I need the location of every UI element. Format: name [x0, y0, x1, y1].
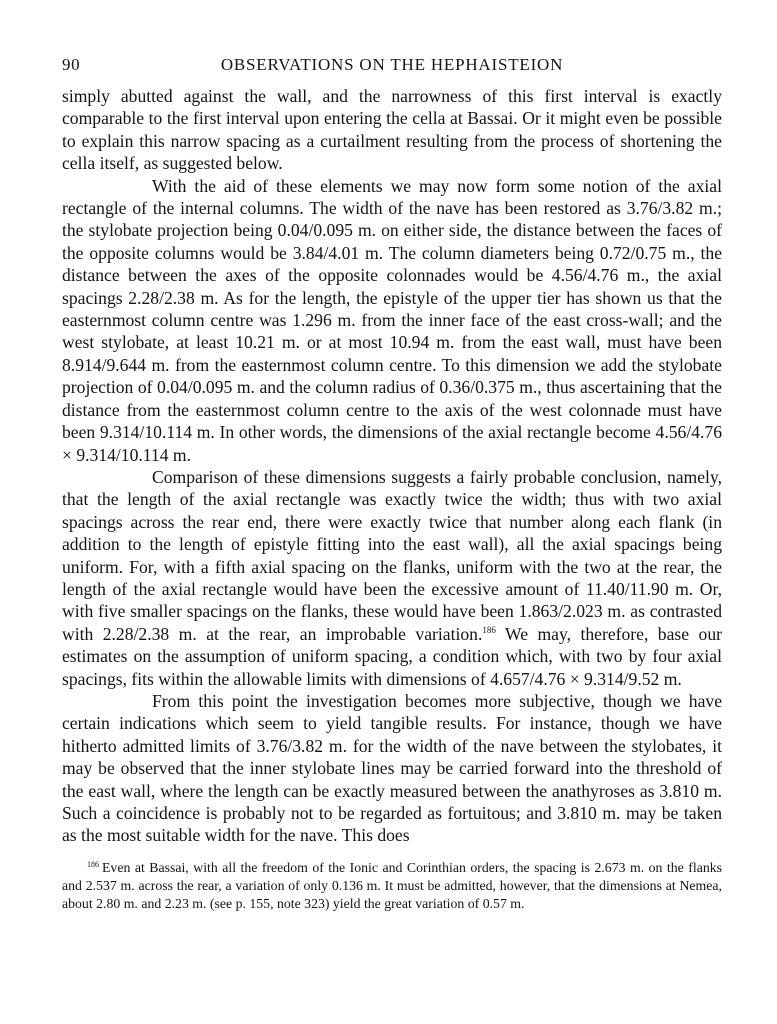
running-head	[62, 55, 722, 85]
paragraph-comparison-text: Comparison of these dimensions suggests a fairly probable conclusion, namely, that the length of the axial rectangle was exactly twice the width; thus with two axial spacings across the rear end, there were exactly twice that number along each flank (in addition to the length of epistyle fitting into the east wall), all the axial spacings being uniform. For, with a fifth axial spacing on the flanks, uniform with the two at the rear, the length of the axial rectangle would have been the excessive amount of 11.40/11.90 m. Or, with five smaller spacings on the flanks, these would have been 1.863/2.023 m. as contrasted with 2.28/2.38 m. at the rear, an improbable variation.	[62, 466, 722, 644]
footnotes	[62, 859, 722, 914]
body-text	[62, 85, 722, 847]
footnote	[62, 859, 722, 914]
footnote-text: Even at Bassai, with all the freedom of the Ionic and Corinthian orders, the spacing is 2.673 m. on the flanks and 2.537 m. across the rear, a variation of only 0.136 m. It must be admitted, however, that the dimensions at Nemea, about 2.80 m. and 2.23 m. (see p. 155, note 323) yield the great variation of 0.57 m.	[62, 859, 722, 912]
footnote-reference[interactable]: 186	[482, 624, 496, 635]
footnote-number: 186	[87, 859, 99, 869]
paragraph-investigation: From this point the investigation becomes more subjective, though we have certain indications which seem to yield tangible results. For instance, though we have hitherto admitted limits of 3.76/3.82 m. for the width of the nave between the stylobates, it may be observed that the inner stylobate lines may be carried forward into the threshold of the east wall, where the length can be exactly measured between the anathyroses as 3.810 m. Such a coincidence is probably not to be regarded as fortuitous; and 3.810 m. may be taken as the most suitable width for the nave. This does	[62, 690, 722, 846]
paragraph-comparison	[62, 466, 722, 690]
running-title: OBSERVATIONS ON THE HEPHAISTEION	[220, 55, 564, 74]
paragraph-continuation: simply abutted against the wall, and the narrowness of this first interval is exactly comparable to the first interval upon entering the cella at Bassai. Or it might even be possible to explain this narrow spacing as a curtailment resulting from the process of shortening the cella itself, as suggested below.	[62, 86, 722, 174]
paragraph-axial-rectangle: With the aid of these elements we may now form some notion of the axial rectangle of the internal columns. The width of the nave has been restored as 3.76/3.82 m.; the stylobate projection being 0.04/0.095 m. on either side, the distance between the faces of the opposite columns would be 3.84/4.01 m. The column diameters being 0.72/0.75 m., the distance between the axes of the opposite colonnades would be 4.56/4.76 m., the axial spacings 2.28/2.38 m. As for the length, the epistyle of the upper tier has shown us that the easternmost column centre was 1.296 m. from the inner face of the east cross-wall; and the west stylobate, at least 10.21 m. or at most 10.94 m. from the east wall, must have been 8.914/9.644 m. from the easternmost column centre. To this dimension we add the stylobate projection of 0.04/0.095 m. and the column radius of 0.36/0.375 m., thus ascertaining that the distance from the easternmost column centre to the axis of the west colonnade must have been 9.314/10.114 m. In other words, the dimensions of the axial rectangle become 4.56/4.76 × 9.314/10.114 m.	[62, 175, 722, 465]
page-number: 90	[62, 55, 81, 74]
page	[62, 55, 722, 913]
paragraph-comparison-text-after: We may, therefore, base our estimates on the assumption of uniform spacing, a condition which, with two by four axial spacings, fits within the allowable limits with dimensions of 4.657/4.76 × 9.314/9.52 m.	[62, 623, 722, 689]
